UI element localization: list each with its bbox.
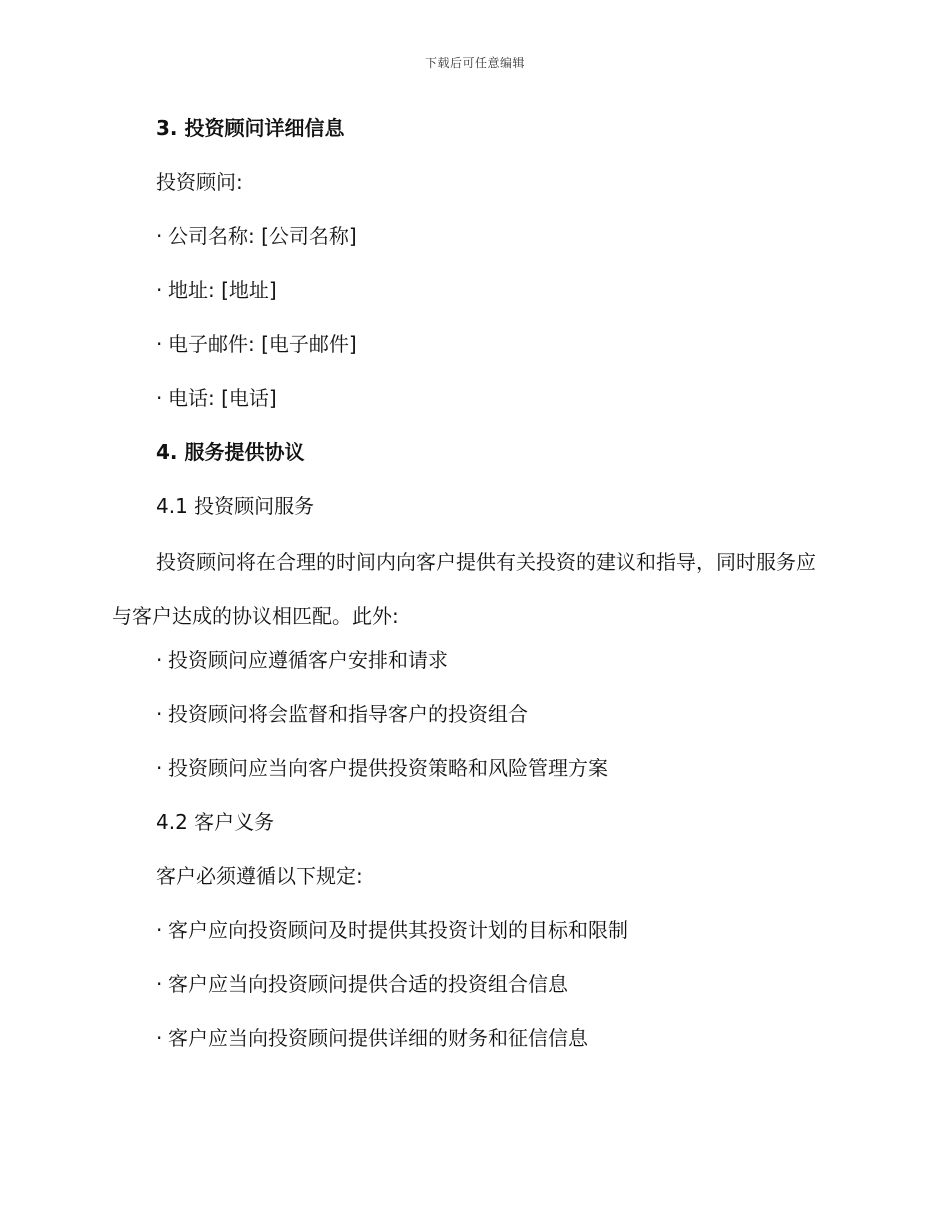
list-item-text: 客户应当向投资顾问提供合适的投资组合信息 <box>168 972 568 996</box>
list-item-text: 客户应向投资顾问及时提供其投资计划的目标和限制 <box>168 918 628 942</box>
list-item-text: 电话: [电话] <box>168 386 277 410</box>
bullet: · <box>156 278 163 302</box>
bullet: · <box>156 918 163 942</box>
section-4-title: 4. 服务提供协议 <box>156 440 305 464</box>
list-item-text: 地址: [地址] <box>168 278 277 302</box>
bullet: · <box>156 972 163 996</box>
list-item-text: 客户应当向投资顾问提供详细的财务和征信信息 <box>168 1026 588 1050</box>
bullet: · <box>156 332 163 356</box>
list-item-text: 公司名称: [公司名称] <box>168 224 357 248</box>
list-item-address <box>156 276 277 304</box>
list-item-phone <box>156 384 277 412</box>
subsection-4-2-title: 4.2 客户义务 <box>156 810 275 834</box>
list-item-text: 投资顾问应当向客户提供投资策略和风险管理方案 <box>168 756 608 780</box>
list-item-financial-credit <box>156 1024 588 1052</box>
list-item-text: 投资顾问应遵循客户安排和请求 <box>168 648 448 672</box>
list-item-follow-arrangements <box>156 646 448 674</box>
list-item-supervise-portfolio <box>156 700 528 728</box>
subsection-4-2-intro: 客户必须遵循以下规定: <box>156 864 363 888</box>
list-item-text: 电子邮件: [电子邮件] <box>168 332 357 356</box>
subsection-4-1-paragraph: 投资顾问将在合理的时间内向客户提供有关投资的建议和指导，同时服务应与客户达成的协议相匹配。此外: <box>112 550 816 628</box>
list-item-strategy-risk <box>156 754 608 782</box>
bullet: · <box>156 702 163 726</box>
list-item-company-name <box>156 222 357 250</box>
list-item-goals-limits <box>156 916 628 944</box>
bullet: · <box>156 648 163 672</box>
bullet: · <box>156 756 163 780</box>
bullet: · <box>156 386 163 410</box>
list-item-portfolio-info <box>156 970 568 998</box>
list-item-text: 投资顾问将会监督和指导客户的投资组合 <box>168 702 528 726</box>
list-item-email <box>156 330 357 358</box>
section-3-title: 3. 投资顾问详细信息 <box>156 116 345 140</box>
subsection-4-1-title: 4.1 投资顾问服务 <box>156 494 315 518</box>
bullet: · <box>156 1026 163 1050</box>
section-3-intro: 投资顾问: <box>156 170 243 194</box>
bullet: · <box>156 224 163 248</box>
page-header-note: 下载后可任意编辑 <box>424 56 525 70</box>
